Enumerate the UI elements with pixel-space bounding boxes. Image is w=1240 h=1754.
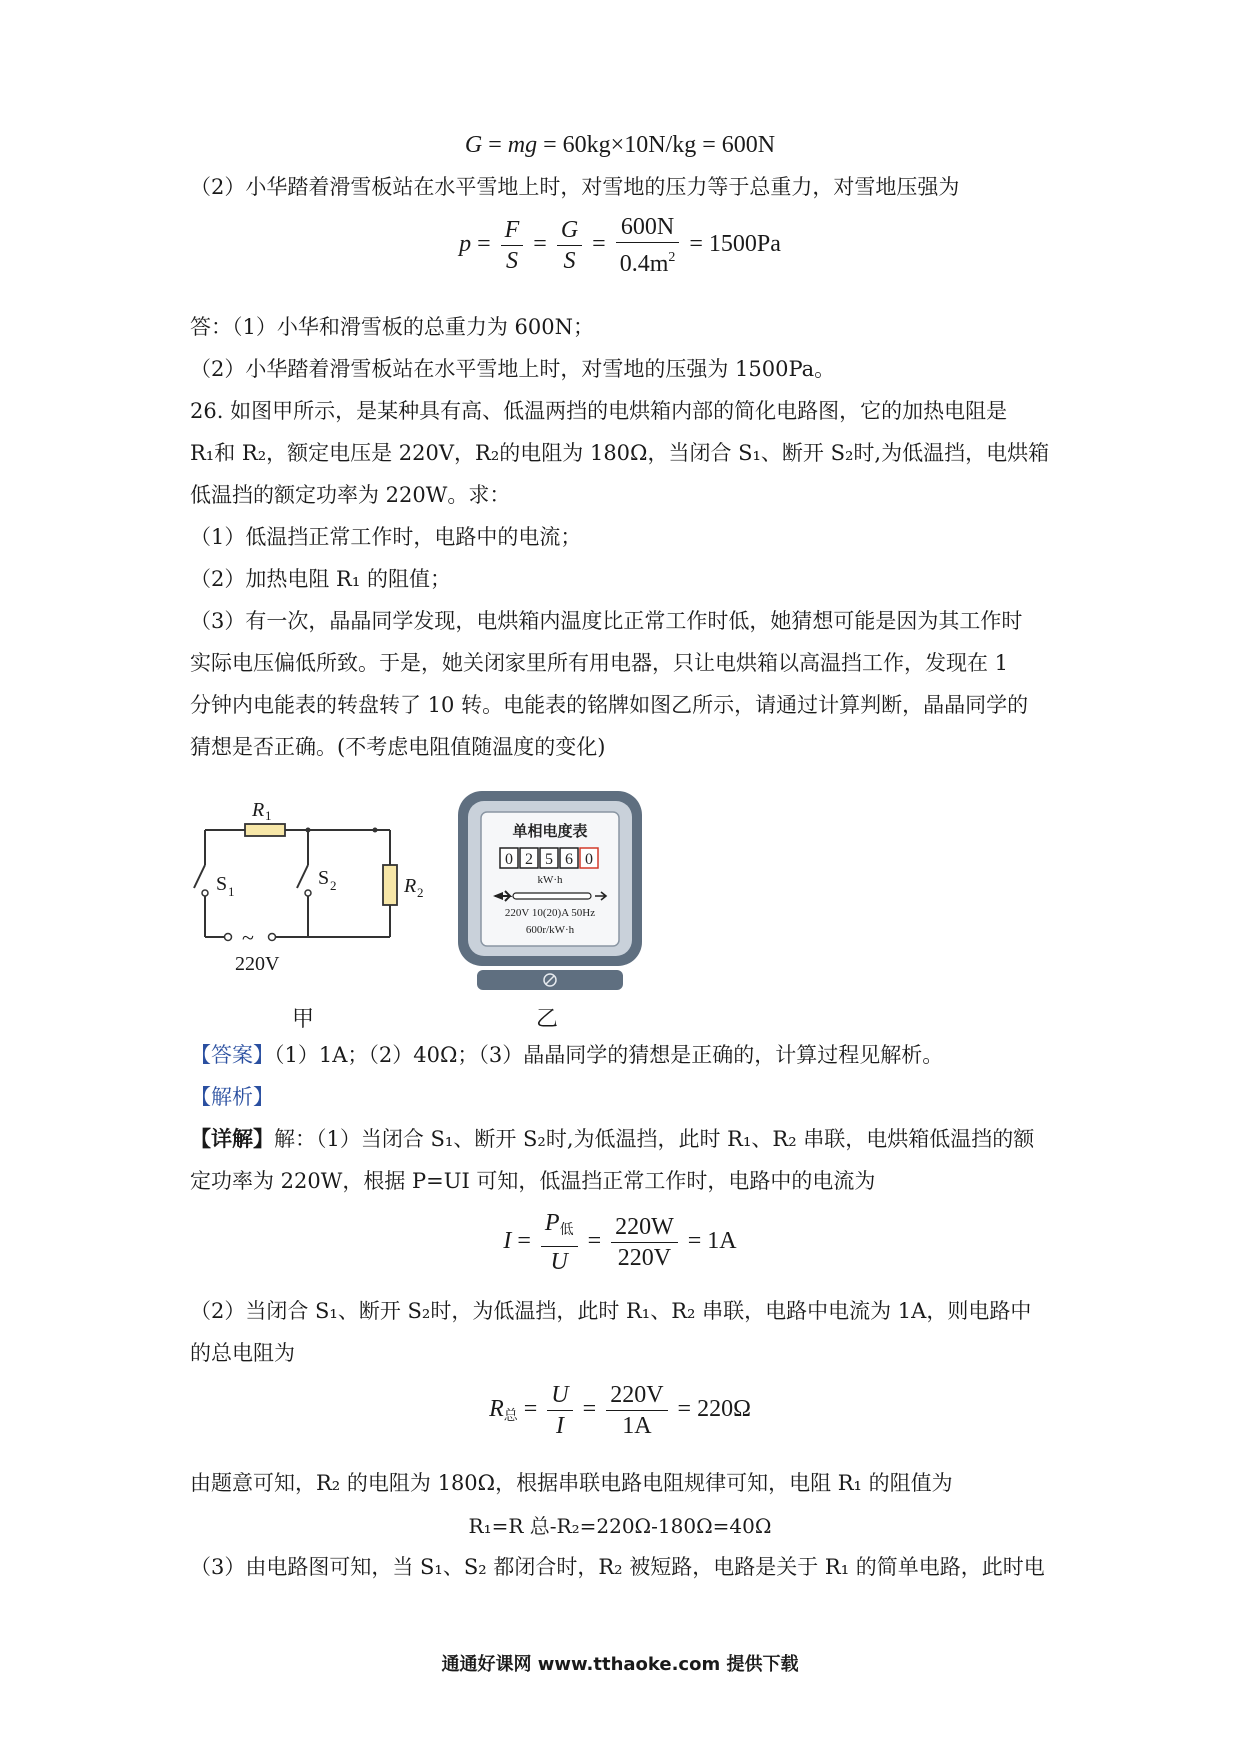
r-symbol: R bbox=[489, 1396, 504, 1423]
digit-value: 5 bbox=[545, 851, 553, 868]
ac-symbol: ~ bbox=[242, 925, 254, 950]
text-line: （2）小华踏着滑雪板站在水平雪地上时，对雪地的压力等于总重力，对雪地压强为 bbox=[190, 175, 960, 199]
text-line: （3）由电路图可知，当 S₁、S₂ 都闭合时，R₂ 被短路，电路是关于 R₁ 的简单电路，此时电 bbox=[190, 1555, 1045, 1579]
voltage-label: 220V bbox=[235, 953, 280, 970]
junction bbox=[373, 828, 378, 833]
r2-label: R bbox=[404, 875, 417, 897]
answer-row bbox=[190, 1040, 943, 1070]
detail-text: 解：（1）当闭合 S₁、断开 S₂时,为低温挡，此时 R₁、R₂ 串联，电烘箱低温挡的额 bbox=[274, 1127, 1035, 1151]
answer-line: （2）小华踏着滑雪板站在水平雪地上时，对雪地的压强为 1500Pa。 bbox=[190, 357, 836, 381]
eq-symbol: G bbox=[464, 132, 483, 158]
meter-title: 单相电度表 bbox=[512, 824, 588, 840]
resistor-r1 bbox=[245, 824, 285, 836]
power-symbol: P bbox=[544, 1210, 560, 1236]
detail-line: 定功率为 220W，根据 P=UI 可知，低温挡正常工作时，电路中的电流为 bbox=[190, 1169, 876, 1193]
analysis-tag: 【解析】 bbox=[190, 1085, 274, 1109]
page-footer: 通通好课网 www.tthaoke.com 提供下载 bbox=[441, 1654, 799, 1675]
subscript: 总 bbox=[503, 1409, 518, 1425]
switch-s2-blade bbox=[297, 865, 308, 888]
numerator bbox=[541, 1208, 578, 1247]
energy-meter bbox=[455, 788, 645, 998]
resistance-equation: $R_总$ = $\frac{U}{I}$ = $\frac{220V}{1A}$ = 220Ω bbox=[489, 1382, 751, 1439]
circuit-diagram bbox=[180, 790, 440, 970]
switch-contact bbox=[305, 890, 311, 896]
den-value: 0.4m bbox=[619, 251, 669, 277]
eq-result: = 1A bbox=[687, 1228, 737, 1255]
fraction bbox=[541, 1208, 578, 1277]
denominator bbox=[616, 243, 680, 279]
numerator: 600N bbox=[616, 212, 680, 243]
question-sub-3: 分钟内电能表的转盘转了 10 转。电能表的铭牌如图乙所示，请通过计算判断，晶晶同学的 bbox=[190, 693, 1029, 717]
question-sub-3: （3）有一次，晶晶同学发现，电烘箱内温度比正常工作时低，她猜想可能是因为其工作时 bbox=[190, 609, 1023, 633]
eq-symbol: I bbox=[503, 1228, 512, 1255]
eq-symbol bbox=[489, 1396, 518, 1425]
fraction bbox=[616, 212, 680, 279]
meter-unit: kW·h bbox=[537, 874, 563, 886]
digit-value: 6 bbox=[565, 851, 573, 868]
switch-s1-blade bbox=[194, 865, 205, 888]
digit-value: 0 bbox=[505, 851, 513, 868]
numerator: G bbox=[557, 215, 582, 246]
fraction bbox=[547, 1380, 572, 1441]
s1-sub: 1 bbox=[228, 884, 235, 899]
answer-text: （1）1A；（2）40Ω；（3）晶晶同学的猜想是正确的，计算过程见解析。 bbox=[274, 1043, 944, 1067]
eq-symbol: mg bbox=[507, 132, 538, 158]
numerator: 220V bbox=[606, 1380, 667, 1411]
r1-sub: 1 bbox=[265, 808, 272, 823]
denominator: 220V bbox=[617, 1245, 672, 1271]
r1-label: R bbox=[252, 799, 265, 821]
text-line: 由题意可知，R₂ 的电阻为 180Ω，根据串联电路电阻规律可知，电阻 R₁ 的阻值为 bbox=[190, 1471, 953, 1495]
question-sub-3: 实际电压偏低所致。于是，她关闭家里所有用电器，只让电烘箱以高温挡工作，发现在 1 bbox=[190, 651, 1009, 675]
meter-rate: 600r/kW·h bbox=[525, 924, 575, 936]
numerator: F bbox=[501, 215, 524, 246]
detail-row bbox=[190, 1124, 1034, 1154]
question-sub-1: （1）低温挡正常工作时，电路中的电流； bbox=[190, 525, 582, 549]
eq-result: = 60kg×10N/kg = 600N bbox=[543, 132, 776, 158]
question-sub-3: 猜想是否正确。(不考虑电阻值随温度的变化) bbox=[190, 735, 606, 759]
switch-contact bbox=[202, 890, 208, 896]
weight-equation: G = mg = 60kg×10N/kg = 600N bbox=[464, 132, 776, 158]
meter-spec: 220V 10(20)A 50Hz bbox=[504, 907, 596, 919]
junction bbox=[306, 828, 311, 833]
text-line: （2）当闭合 S₁、断开 S₂时，为低温挡，此时 R₁、R₂ 串联，电路中电流为 1A，则电路中 bbox=[190, 1299, 1032, 1323]
question-26-line: R₁和 R₂，额定电压是 220V，R₂的电阻为 180Ω，当闭合 S₁、断开 S₂时,为低温挡，电烘箱 bbox=[190, 441, 1050, 465]
question-sub-2: （2）加热电阻 R₁ 的阻值； bbox=[190, 567, 451, 591]
terminal bbox=[225, 934, 232, 941]
fraction bbox=[501, 215, 524, 276]
numerator: U bbox=[547, 1380, 572, 1411]
digit-value: 2 bbox=[525, 851, 533, 868]
s2-label: S bbox=[318, 867, 330, 889]
question-26-line: 低温挡的额定功率为 220W。求： bbox=[190, 483, 511, 507]
eq-symbol: p bbox=[459, 231, 472, 258]
answer-line: 答：（1）小华和滑雪板的总重力为 600N； bbox=[190, 315, 594, 339]
meter-digits bbox=[500, 848, 598, 868]
exponent: 2 bbox=[668, 250, 676, 265]
question-26-line: 26. 如图甲所示，是某种具有高、低温两挡的电烘箱内部的简化电路图，它的加热电阻是 bbox=[190, 399, 1008, 423]
figure-caption-jia: 甲 bbox=[292, 1007, 315, 1032]
fraction bbox=[606, 1380, 667, 1441]
denominator: S bbox=[563, 248, 576, 274]
text-line: 的总电阻为 bbox=[190, 1341, 295, 1365]
denominator: S bbox=[505, 248, 518, 274]
numerator: 220W bbox=[611, 1212, 678, 1243]
eq-result: = 1500Pa bbox=[689, 231, 781, 258]
s2-sub: 2 bbox=[330, 878, 337, 893]
denominator: I bbox=[555, 1413, 564, 1439]
fraction bbox=[611, 1212, 678, 1273]
terminal bbox=[269, 934, 276, 941]
denominator: U bbox=[550, 1249, 568, 1275]
figure-caption-yi: 乙 bbox=[536, 1007, 559, 1032]
s1-label: S bbox=[216, 873, 228, 895]
pressure-equation: p = $\frac{F}{S}$ = $\frac{G}{S}$ = $\frac{600N}{0.4m^2}$ = 1500Pa bbox=[459, 214, 781, 277]
resistor-r2 bbox=[383, 865, 397, 905]
current-equation: I = $\frac{P_低}{U}$ = $\frac{220W}{220V}$ = 1A bbox=[503, 1210, 737, 1275]
meter-disc bbox=[513, 893, 591, 899]
denominator: 1A bbox=[622, 1413, 652, 1439]
eq-result: = 220Ω bbox=[677, 1396, 751, 1423]
r2-sub: 2 bbox=[417, 885, 424, 900]
answer-tag: 【答案】 bbox=[190, 1043, 274, 1067]
subscript: 低 bbox=[559, 1223, 574, 1238]
r1-equation: R₁=R 总-R₂=220Ω-180Ω=40Ω bbox=[468, 1514, 772, 1538]
fraction bbox=[557, 215, 582, 276]
digit-value: 0 bbox=[585, 851, 593, 868]
detail-tag: 【详解】 bbox=[190, 1126, 274, 1151]
